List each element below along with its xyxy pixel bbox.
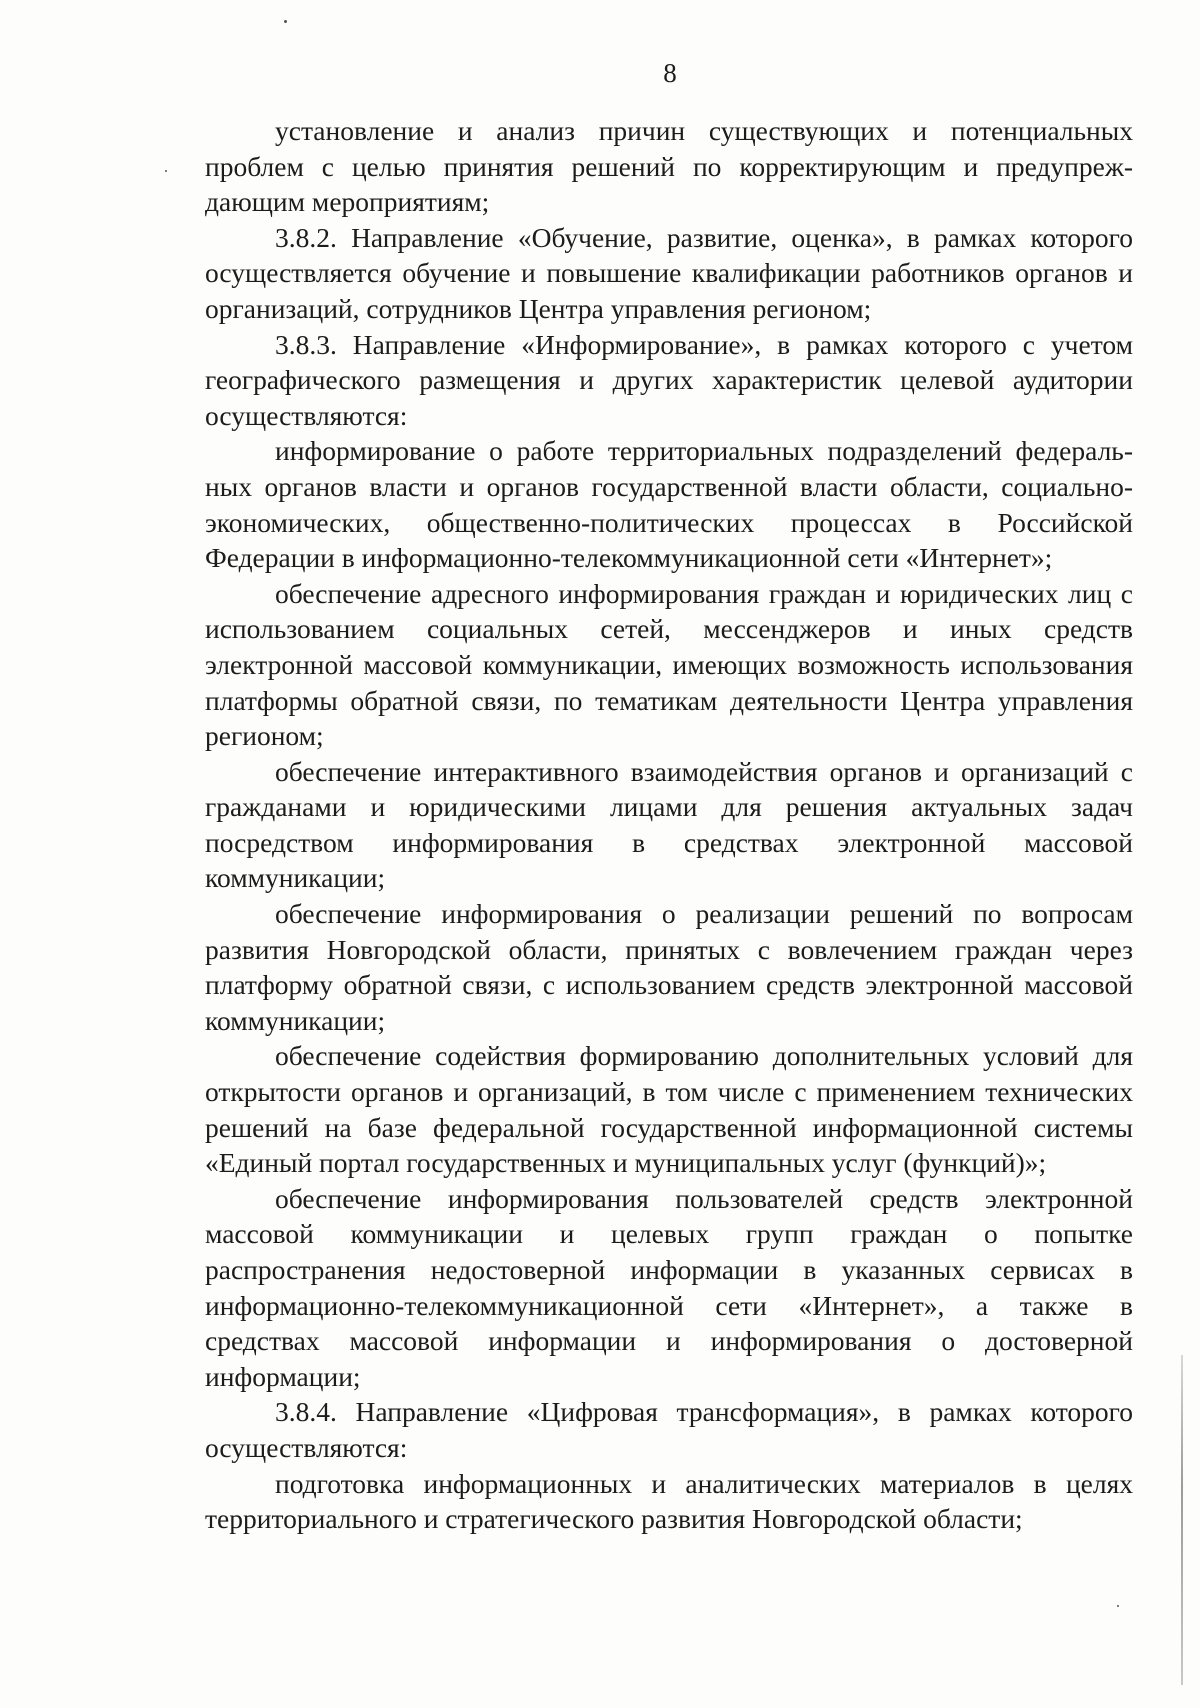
text-line: распространения недостоверной информации в указанных сервисах в (205, 1254, 1133, 1285)
paragraph-p5 (205, 576, 1133, 754)
text-line: экономических, общественно-политических процессах в Российской (205, 506, 1133, 538)
text-line: информационно-телекоммуникационной сети «Интернет», а также в (205, 1289, 1133, 1321)
text-line: дающим мероприятиям; (205, 186, 490, 218)
text-line: обеспечение интерактивного взаимодействия органов и организаций с (275, 755, 1133, 787)
text-line: гражданами и юридическими лицами для решения актуальных задач (205, 791, 1133, 823)
text-line: использованием социальных сетей, мессенджеров и иных средств (205, 613, 1133, 645)
text-line: осуществляется обучение и повышение квалификации работников органов и (205, 257, 1133, 289)
text-line: массовой коммуникации и целевых групп граждан о попытке (205, 1218, 1133, 1250)
text-line: ных органов власти и органов государственной власти области, социально- (205, 470, 1133, 502)
text-line: Федерации в информационно-телекоммуникационной сети «Интернет»; (205, 542, 1053, 574)
paragraph-p1 (205, 113, 1133, 220)
text-line: территориального и стратегического развития Новгородской области; (205, 1503, 1023, 1535)
text-line: обеспечение адресного информирования граждан и юридических лиц с (275, 577, 1133, 609)
text-line: коммуникации; (205, 1004, 386, 1036)
text-line: подготовка информационных и аналитических материалов в целях (275, 1467, 1133, 1499)
text-line: коммуникации; (205, 862, 386, 894)
text-line: платформы обратной связи, по тематикам деятельности Центра управления (205, 684, 1133, 716)
text-line: 3.8.2. Направление «Обучение, развитие, оценка», в рамках которого (275, 221, 1133, 253)
paragraph-p3 (205, 327, 1133, 434)
text-line: электронной массовой коммуникации, имеющих возможность использования (205, 648, 1133, 680)
text-line: развития Новгородской области, принятых с вовлечением граждан через (205, 933, 1133, 965)
scan-speck (1117, 1605, 1119, 1607)
text-line: информации; (205, 1360, 361, 1392)
text-line: открытости органов и организаций, в том числе с применением технических (205, 1076, 1133, 1108)
paragraph-p10 (205, 1394, 1133, 1465)
text-line: средствах массовой информации и информирования о достоверной (205, 1325, 1133, 1357)
text-line: решений на базе федеральной государственной информационной системы (205, 1111, 1133, 1143)
text-line: географического размещения и других характеристик целевой аудитории (205, 364, 1133, 396)
paragraph-p6 (205, 754, 1133, 896)
text-line: осуществляются: (205, 399, 408, 431)
paragraph-p8 (205, 1038, 1133, 1180)
text-line: осуществляются: (205, 1431, 408, 1463)
text-line: 3.8.4. Направление «Цифровая трансформация», в рамках которого (275, 1396, 1133, 1428)
paragraph-p7 (205, 896, 1133, 1038)
text-line: установление и анализ причин существующих и потенциальных (275, 115, 1133, 146)
text-line: обеспечение информирования о реализации решений по вопросам (275, 898, 1133, 930)
text-line: обеспечение содействия формированию дополнительных условий для (275, 1040, 1133, 1072)
text-line: платформу обратной связи, с использованием средств электронной массовой (205, 969, 1133, 1001)
text-line: организаций, сотрудников Центра управления регионом; (205, 292, 872, 324)
paragraph-p4 (205, 433, 1133, 575)
paragraph-p2 (205, 220, 1133, 327)
scan-speck (165, 170, 167, 172)
text-line: проблем с целью принятия решений по корректирующим и предупреж- (205, 150, 1133, 182)
scan-edge-line (1181, 1355, 1183, 1685)
paragraph-p9 (205, 1181, 1133, 1395)
document-body (205, 113, 1133, 1537)
text-line: регионом; (205, 720, 324, 752)
text-line: информирование о работе территориальных подразделений федераль- (275, 435, 1133, 467)
text-line: посредством информирования в средствах электронной массовой (205, 826, 1133, 858)
text-line: 3.8.3. Направление «Информирование», в рамках которого с учетом (275, 328, 1133, 360)
text-line: «Единый портал государственных и муниципальных услуг (функций)»; (205, 1147, 1047, 1179)
paragraph-p11 (205, 1466, 1133, 1537)
scan-speck (284, 20, 287, 23)
page-number: 8 (663, 58, 677, 88)
text-line: обеспечение информирования пользователей средств электронной (275, 1182, 1133, 1214)
